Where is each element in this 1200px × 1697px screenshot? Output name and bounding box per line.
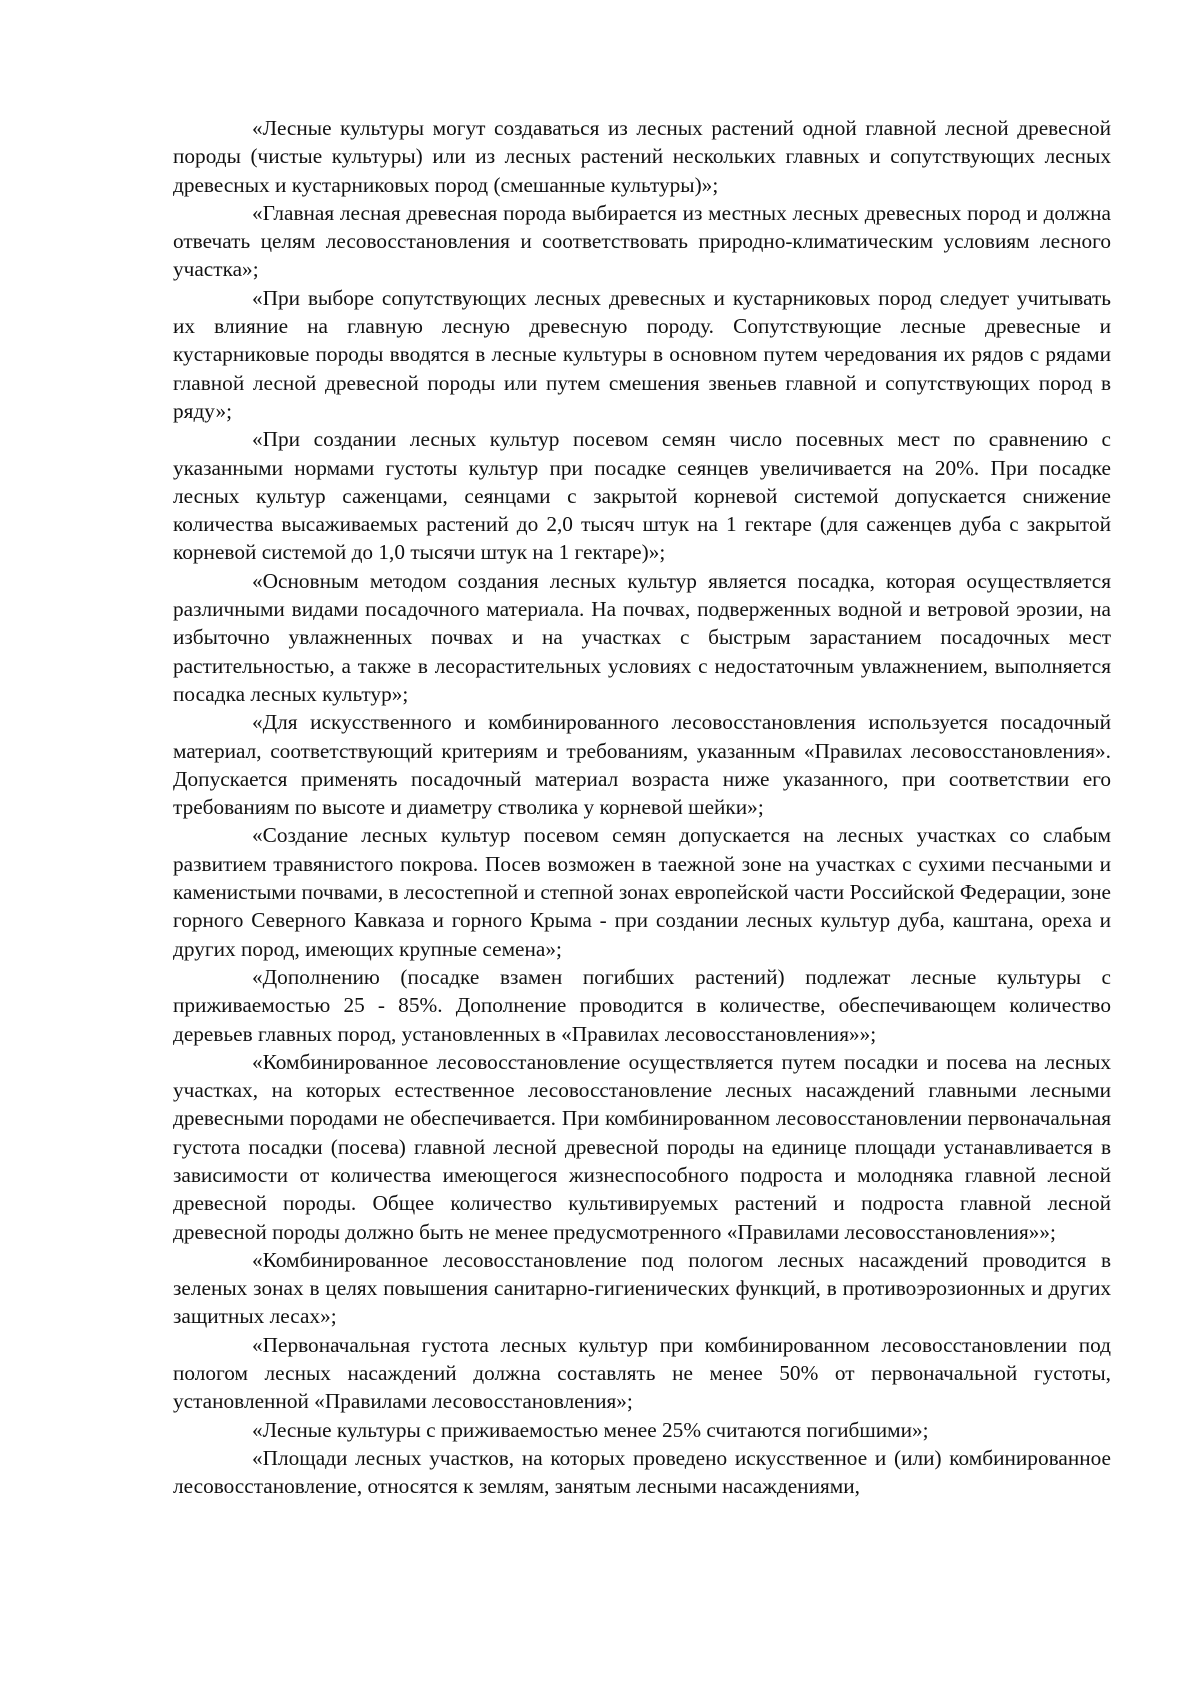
paragraph-9: «Комбинированное лесовосстановление осуществляется путем посадки и посева на лесных участках, на которых естественное лесовосстановление лесных насаждений главными лесными древесными породами не обеспечивается. При комбинированном лесовосстановлении первоначальная густота посадки (посева) главной лесной древесной породы на единице площади устанавливается в зависимости от количества имеющегося жизнеспособного подроста и молодняка главной лесной древесной породы. Общее количество культивируемых растений и подроста главной лесной древесной породы должно быть не менее предусмотренного «Правилами лесовосстановления»»; xyxy=(173,1049,1111,1244)
paragraph-6: «Для искусственного и комбинированного лесовосстановления используется посадочный материал, соответствующий критериям и требованиям, указанным «Правилах лесовосстановления». Допускается применять посадочный материал возраста ниже указанного, при соответствии его требованиям по высоте и диаметру стволика у корневой шейки»; xyxy=(173,710,1111,820)
paragraph-2: «Главная лесная древесная порода выбирается из местных лесных древесных пород и должна отвечать целям лесовосстановления и соответствовать природно-климатическим условиям лесного участка»; xyxy=(173,200,1111,282)
paragraph-7: «Создание лесных культур посевом семян допускается на лесных участках со слабым развитием травянистого покрова. Посев возможен в таежной зоне на участках с сухими песчаными и каменистыми почвами, в лесостепной и степной зонах европейской части Российской Федерации, зоне горного Северного Кавказа и горного Крыма - при создании лесных культур дуба, каштана, ореха и других пород, имеющих крупные семена»; xyxy=(173,823,1111,961)
paragraph-11: «Первоначальная густота лесных культур при комбинированном лесовосстановлении под пологом лесных насаждений должна составлять не менее 50% от первоначальной густоты, установленной «Правилами лесовосстановления»; xyxy=(173,1332,1111,1414)
paragraph-4: «При создании лесных культур посевом семян число посевных мест по сравнению с указанными нормами густоты культур при посадке сеянцев увеличивается на 20%. При посадке лесных культур саженцами, сеянцами с закрытой корневой системой допускается снижение количества высаживаемых растений до 2,0 тысяч штук на 1 гектаре (для саженцев дуба с закрытой корневой системой до 1,0 тысячи штук на 1 гектаре)»; xyxy=(173,427,1111,565)
paragraph-13: «Площади лесных участков, на которых проведено искусственное и (или) комбинированное лесовосстановление, относятся к землям, занятым лесными насаждениями, xyxy=(173,1445,1111,1499)
paragraph-10: «Комбинированное лесовосстановление под пологом лесных насаждений проводится в зеленых зонах в целях повышения санитарно-гигиенических функций, в противоэрозионных и других защитных лесах»; xyxy=(173,1247,1111,1329)
body-text xyxy=(173,114,1111,1501)
paragraph-3: «При выборе сопутствующих лесных древесных и кустарниковых пород следует учитывать их влияние на главную лесную древесную породу. Сопутствующие лесные древесные и кустарниковые породы вводятся в лесные культуры в основном путем чередования их рядов с рядами главной лесной древесной породы или путем смешения звеньев главной и сопутствующих пород в ряду»; xyxy=(173,285,1111,423)
paragraph-8: «Дополнению (посадке взамен погибших растений) подлежат лесные культуры с приживаемостью 25 - 85%. Дополнение проводится в количестве, обеспечивающем количество деревьев главных пород, установленных в «Правилах лесовосстановления»»; xyxy=(173,964,1111,1046)
paragraph-1: «Лесные культуры могут создаваться из лесных растений одной главной лесной древесной породы (чистые культуры) или из лесных растений нескольких главных и сопутствующих лесных древесных и кустарниковых пород (смешанные культуры)»; xyxy=(173,116,1111,197)
paragraph-5: «Основным методом создания лесных культур является посадка, которая осуществляется различными видами посадочного материала. На почвах, подверженных водной и ветровой эрозии, на избыточно увлажненных почвах и на участках с быстрым зарастанием посадочных мест растительностью, а также в лесорастительных условиях с недостаточным увлажнением, выполняется посадка лесных культур»; xyxy=(173,568,1111,706)
paragraph-12: «Лесные культуры с приживаемостью менее 25% считаются погибшими»; xyxy=(252,1417,929,1442)
